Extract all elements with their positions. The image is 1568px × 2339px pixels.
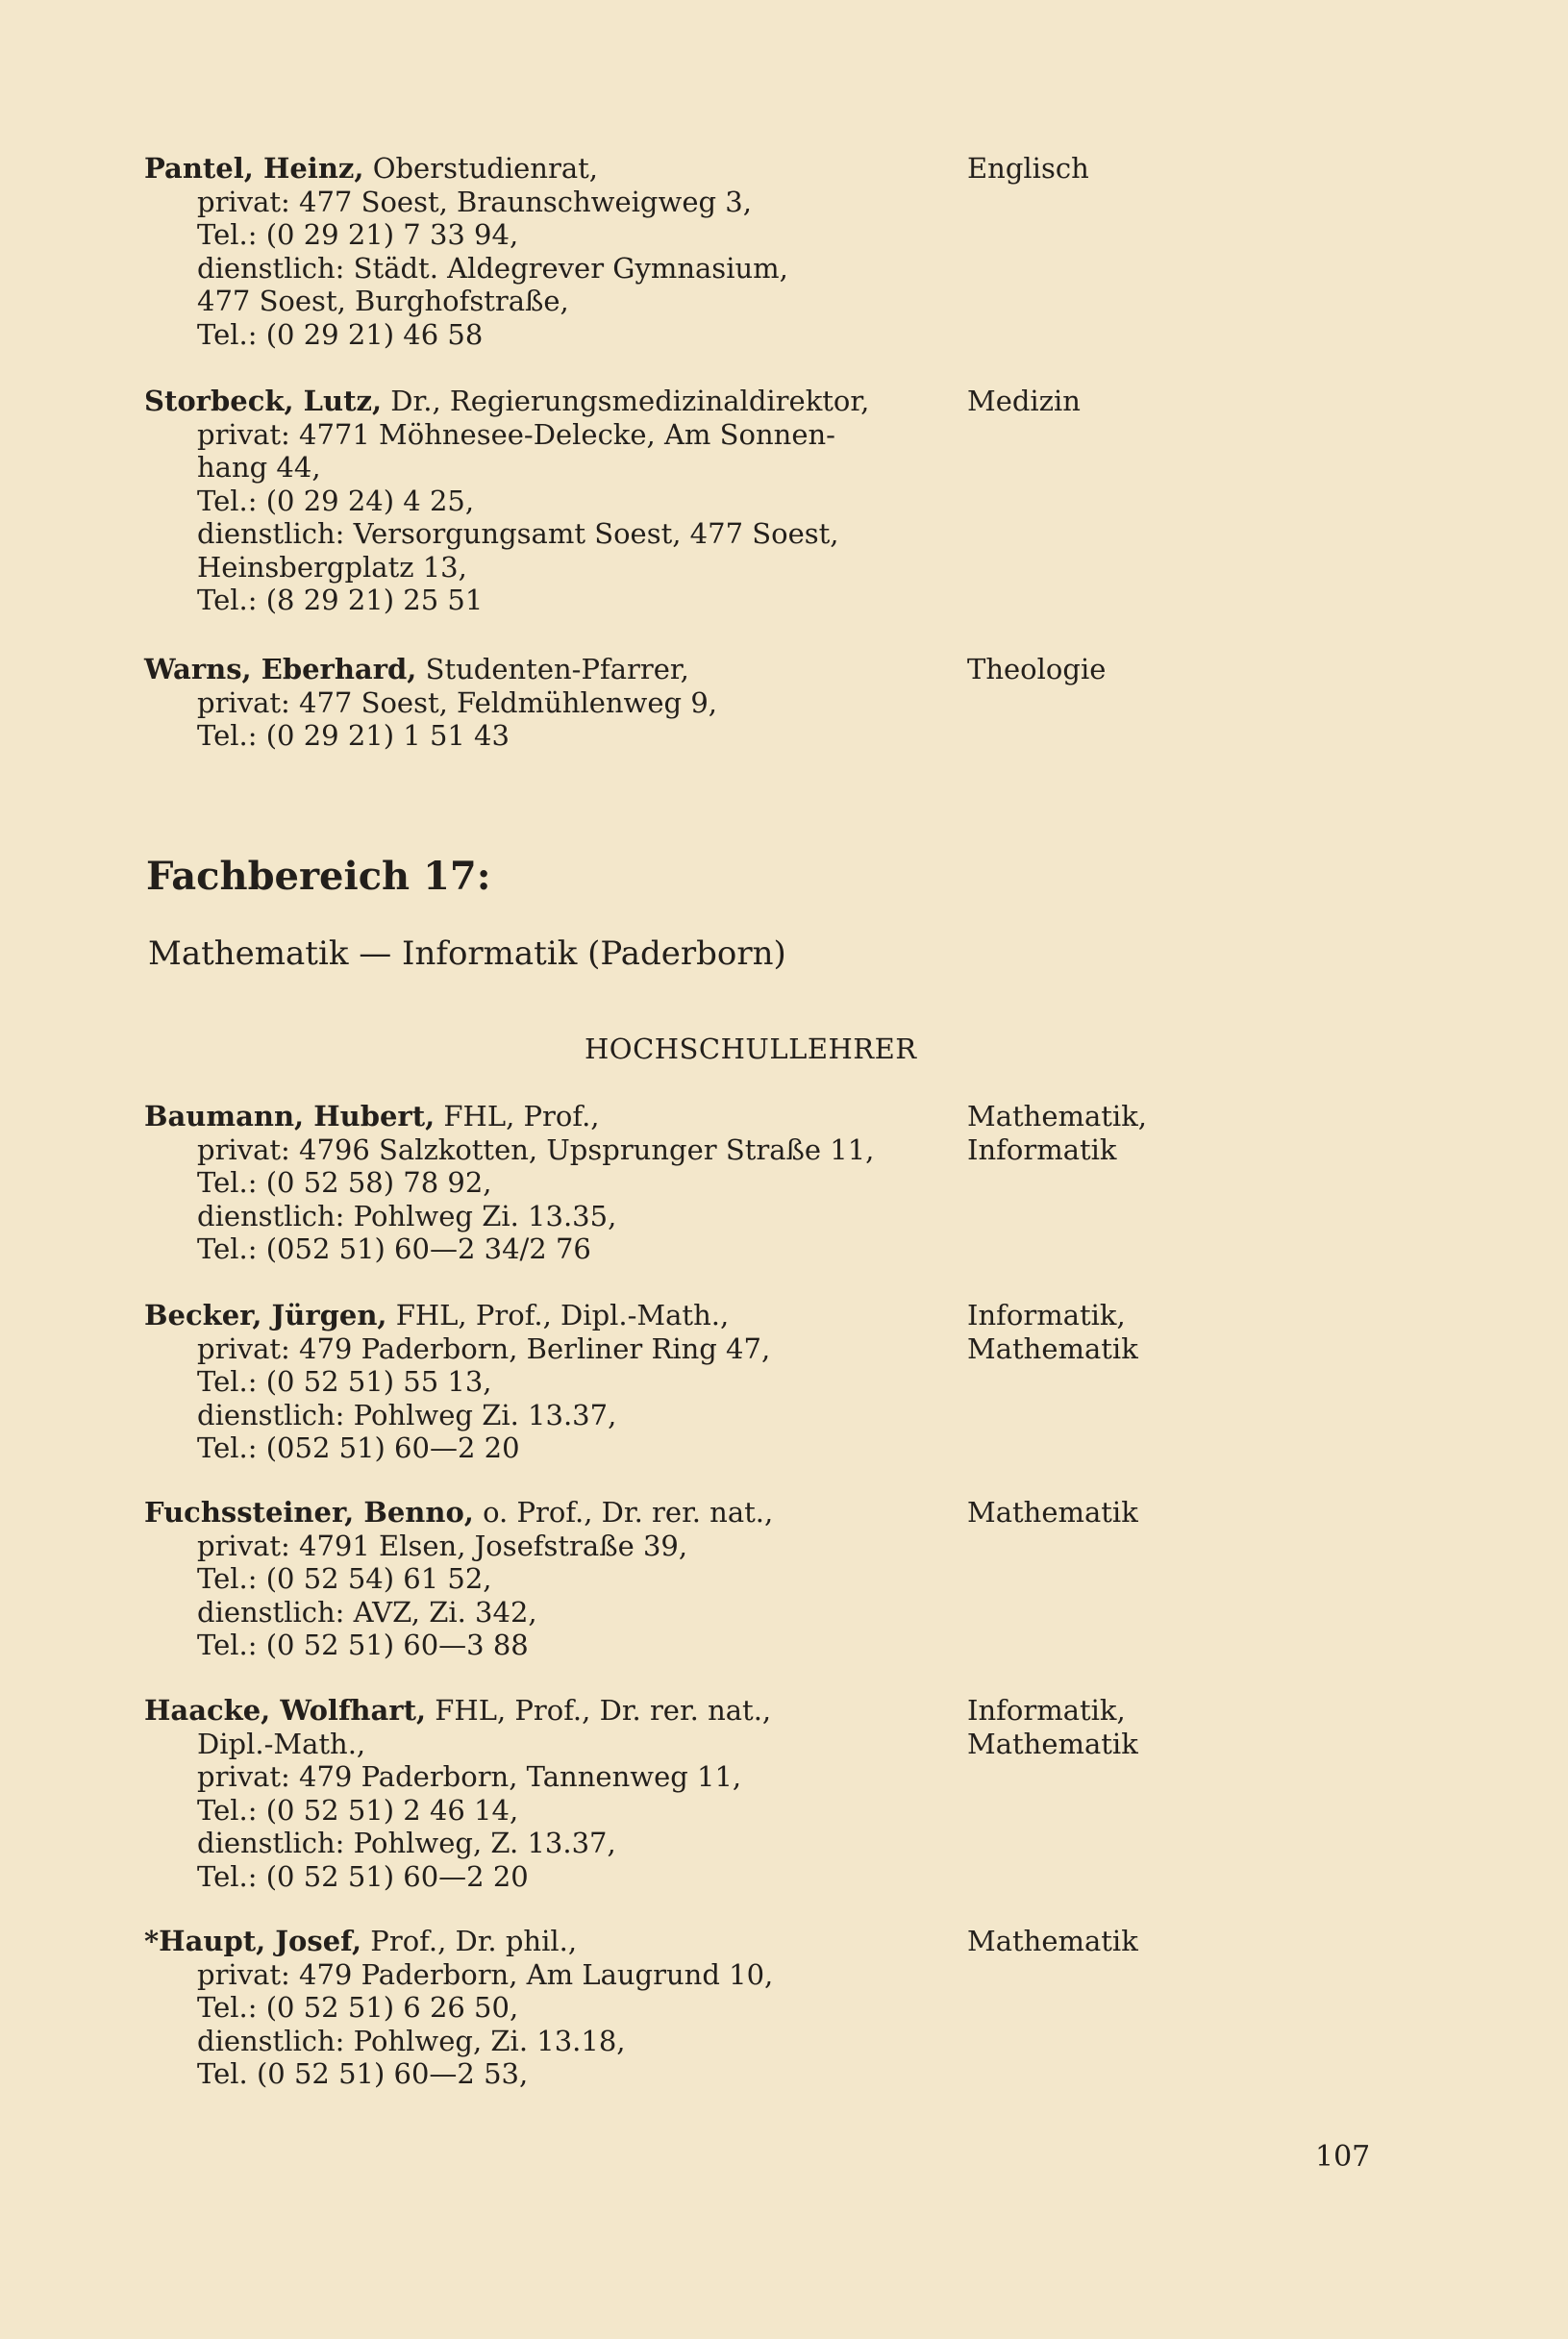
entry-subject: Informatik, bbox=[967, 1299, 1126, 1331]
entry-line: Tel.: (0 52 58) 78 92, bbox=[197, 1166, 492, 1199]
entry-heading bbox=[144, 1694, 971, 1728]
entry-line: privat: 479 Paderborn, Berliner Ring 47, bbox=[197, 1331, 771, 1365]
entry-line: dienstlich: Pohlweg, Zi. 13.18, bbox=[197, 2024, 626, 2057]
section-title: Fachbereich 17: bbox=[146, 854, 491, 899]
entry-line: privat: 477 Soest, Feldmühlenweg 9, bbox=[197, 685, 717, 719]
entry-subject: Mathematik bbox=[967, 1331, 1138, 1365]
entry-line: Tel.: (0 29 21) 1 51 43 bbox=[197, 719, 510, 752]
entry-title: Studenten-Pfarrer, bbox=[416, 653, 689, 685]
entry-heading bbox=[144, 1925, 971, 1958]
entry-name: Pantel, Heinz, bbox=[144, 152, 364, 185]
entry-subject: Theologie bbox=[967, 653, 1107, 685]
entry-line: 477 Soest, Burghofstraße, bbox=[197, 285, 569, 317]
entry-heading bbox=[144, 385, 971, 418]
entry-name: Haacke, Wolfhart, bbox=[144, 1694, 427, 1727]
entry-line: privat: 479 Paderborn, Tannenweg 11, bbox=[197, 1760, 742, 1793]
page-number: 107 bbox=[1315, 2140, 1371, 2174]
entry-subject: Medizin bbox=[967, 385, 1081, 417]
entry-line: Tel. (0 52 51) 60—2 53, bbox=[197, 2057, 529, 2090]
entry-title: Dr., Regierungsmedizinaldirektor, bbox=[382, 385, 870, 417]
entry-line: Tel.: (8 29 21) 25 51 bbox=[197, 584, 484, 616]
entry-name: Storbeck, Lutz, bbox=[144, 385, 383, 417]
entry-line: hang 44, bbox=[197, 451, 321, 484]
entry-name: Becker, Jürgen, bbox=[144, 1299, 387, 1331]
entry-subject: Informatik, bbox=[967, 1694, 1126, 1727]
entry-name: *Haupt, Josef, bbox=[144, 1925, 362, 1957]
entry-line: dienstlich: AVZ, Zi. 342, bbox=[197, 1595, 537, 1629]
entry-line: dienstlich: Pohlweg Zi. 13.35, bbox=[197, 1199, 617, 1232]
entry-heading bbox=[144, 1299, 971, 1332]
entry-line: Heinsbergplatz 13, bbox=[197, 550, 467, 584]
section-subtitle: Mathematik — Informatik (Paderborn) bbox=[148, 934, 786, 973]
entry-line: Tel.: (0 52 51) 60—3 88 bbox=[197, 1629, 529, 1661]
entry-line: dienstlich: Pohlweg, Z. 13.37, bbox=[197, 1827, 616, 1859]
entry-line: dienstlich: Städt. Aldegrever Gymnasium, bbox=[197, 251, 788, 285]
entry-name: Baumann, Hubert, bbox=[144, 1100, 436, 1132]
entry-line: privat: 479 Paderborn, Am Laugrund 10, bbox=[197, 1957, 774, 1991]
entry-line: privat: 4771 Möhnesee-Delecke, Am Sonnen- bbox=[197, 417, 835, 451]
entry-line: Tel.: (0 29 24) 4 25, bbox=[197, 484, 475, 517]
entry-title: FHL, Prof., Dipl.-Math., bbox=[386, 1299, 730, 1331]
entry-heading bbox=[144, 653, 971, 686]
entry-title: o. Prof., Dr. rer. nat., bbox=[473, 1496, 774, 1529]
entry-subject: Englisch bbox=[967, 152, 1089, 185]
entry-line: Tel.: (052 51) 60—2 20 bbox=[197, 1431, 520, 1464]
entry-heading bbox=[144, 152, 971, 186]
entry-line: Tel.: (0 52 51) 55 13, bbox=[197, 1365, 492, 1398]
entry-subject: Mathematik bbox=[967, 1925, 1138, 1957]
entry-line: privat: 477 Soest, Braunschweigweg 3, bbox=[197, 185, 752, 218]
entry-subject: Mathematik bbox=[967, 1496, 1138, 1529]
entry-heading bbox=[144, 1496, 971, 1530]
entry-line: Tel.: (0 52 51) 60—2 20 bbox=[197, 1859, 529, 1893]
entry-line: Tel.: (0 52 51) 2 46 14, bbox=[197, 1793, 519, 1827]
entry-line: dienstlich: Pohlweg Zi. 13.37, bbox=[197, 1398, 617, 1431]
entry-name: Fuchssteiner, Benno, bbox=[144, 1496, 474, 1529]
entry-line: Tel.: (0 52 51) 6 26 50, bbox=[197, 1991, 519, 2024]
entry-heading bbox=[144, 1100, 971, 1133]
entry-line: Tel.: (0 29 21) 46 58 bbox=[197, 317, 484, 351]
entry-line: dienstlich: Versorgungsamt Soest, 477 Soest, bbox=[197, 517, 839, 550]
entry-title: FHL, Prof., bbox=[435, 1100, 600, 1132]
entry-name: Warns, Eberhard, bbox=[144, 653, 417, 685]
entry-line: Tel.: (0 52 54) 61 52, bbox=[197, 1562, 492, 1595]
entry-subject: Mathematik, bbox=[967, 1100, 1147, 1132]
entry-title: Oberstudienrat, bbox=[363, 152, 598, 185]
entry-subject: Mathematik bbox=[967, 1727, 1138, 1760]
entry-line: privat: 4796 Salzkotten, Upsprunger Straße 11, bbox=[197, 1132, 875, 1166]
entry-title: Prof., Dr. phil., bbox=[361, 1925, 578, 1957]
entry-line: privat: 4791 Elsen, Josefstraße 39, bbox=[197, 1529, 688, 1562]
entry-title: FHL, Prof., Dr. rer. nat., bbox=[426, 1694, 772, 1727]
entry-line: Tel.: (0 29 21) 7 33 94, bbox=[197, 218, 519, 251]
entry-line: Tel.: (052 51) 60—2 34/2 76 bbox=[197, 1232, 591, 1265]
entry-subject: Informatik bbox=[967, 1132, 1117, 1166]
category-heading: HOCHSCHULLEHRER bbox=[585, 1033, 917, 1065]
entry-line: Dipl.-Math., bbox=[197, 1727, 366, 1760]
